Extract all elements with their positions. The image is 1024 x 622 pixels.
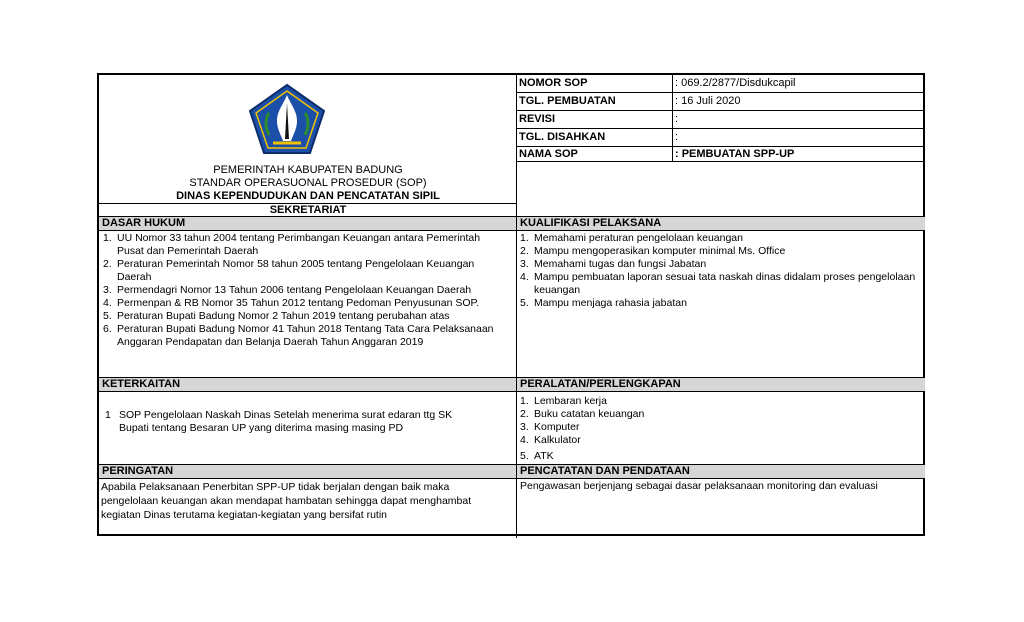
list-item: 2. Mampu mengoperasikan komputer minimal Ms. Office (520, 245, 786, 257)
org-line-1: PEMERINTAH KABUPATEN BADUNG (213, 164, 403, 176)
list-item: 4. Permenpan & RB Nomor 35 Tahun 2012 tentang Pedoman Penyusunan SOP. (103, 297, 480, 309)
list-item: 3. Permendagri Nomor 13 Tahun 2006 tentang Pengelolaan Keuangan Daerah (103, 284, 472, 296)
peralatan-header: PERALATAN/PERLENGKAPAN (517, 378, 925, 391)
section-line (99, 478, 925, 479)
list-item: 1. UU Nomor 33 tahun 2004 tentang Perimbangan Keuangan antara Pemerintah Pusat dan Pemerintah Daerah (103, 232, 481, 257)
list-item: 4. Mampu pembuatan laporan sesuai tata naskah dinas didalam proses pengelolaan keuangan (520, 271, 916, 296)
pencatatan-text: Pengawasan berjenjang sebagai dasar pelaksanaan monitoring dan evaluasi (520, 480, 878, 492)
list-item: 3. Memahami tugas dan fungsi Jabatan (520, 258, 707, 270)
meta-row-line (516, 110, 925, 111)
org-line-2: STANDAR OPERASUONAL PROSEDUR (SOP) (189, 177, 427, 189)
meta-label-revisi: REVISI (519, 113, 556, 125)
section-line (99, 391, 925, 392)
meta-row-line (516, 128, 925, 129)
kualifikasi-list (520, 232, 920, 310)
org-line-3: DINAS KEPENDUDUKAN DAN PENCATATAN SIPIL (176, 190, 440, 202)
meta-label-tgl-pembuatan: TGL. PEMBUATAN (519, 95, 616, 107)
org-line-4: SEKRETARIAT (269, 204, 347, 216)
meta-value-tgl-disahkan: : (675, 131, 679, 143)
kualifikasi-header: KUALIFIKASI PELAKSANA (517, 217, 925, 230)
meta-value-revisi: : (675, 113, 679, 125)
pencatatan-header: PENCATATAN DAN PENDATAAN (517, 465, 925, 478)
meta-divider (672, 75, 673, 161)
list-item: 3. Komputer (520, 421, 580, 433)
list-item: 2. Peraturan Pemerintah Nomor 58 tahun 2005 tentang Pengelolaan Keuangan Daerah (103, 258, 475, 283)
sop-document (97, 73, 925, 536)
keterkaitan-header: KETERKAITAN (99, 378, 516, 391)
dasar-hukum-list (103, 232, 509, 349)
list-item: 5. Mampu menjaga rahasia jabatan (520, 297, 687, 309)
peringatan-text: Apabila Pelaksanaan Penerbitan SPP-UP tidak berjalan dengan baik maka pengelolaan keuangan akan mendapat hambatan sehingga dapat menghambat kegiatan Dinas terutama kegiatan-kegiatan yang bersifat rutin (101, 481, 472, 521)
list-item: 2. Buku catatan keuangan (520, 408, 645, 420)
list-item: 6. Peraturan Bupati Badung Nomor 41 Tahun 2018 Tentang Tata Cara Pelaksanaan Anggaran Pendapatan dan Belanja Daerah Tahun Anggaran 2019 (103, 323, 494, 348)
meta-label-tgl-disahkan: TGL. DISAHKAN (519, 131, 606, 143)
meta-label-nama-sop: NAMA SOP (519, 148, 578, 160)
sekretariat-row-line (99, 203, 516, 204)
meta-row-line (516, 161, 925, 162)
list-item: 1 SOP Pengelolaan Naskah Dinas Setelah menerima surat edaran ttg SK Bupati tentang Besaran UP yang diterima masing masing PD (105, 409, 453, 434)
dasar-hukum-header: DASAR HUKUM (99, 217, 516, 230)
meta-row-line (516, 92, 925, 93)
list-item: 5. Peraturan Bupati Badung Nomor 2 Tahun 2019 tentang perubahan atas (103, 310, 450, 322)
meta-value-nomor-sop: : 069.2/2877/Disdukcapil (675, 77, 796, 89)
meta-label-nomor-sop: NOMOR SOP (519, 77, 588, 89)
badung-regency-logo (247, 83, 327, 155)
section-line (99, 230, 925, 231)
peringatan-header: PERINGATAN (99, 465, 516, 478)
keterkaitan-list (105, 409, 475, 435)
meta-value-tgl-pembuatan: : 16 Juli 2020 (675, 95, 741, 107)
list-item: 1. Memahami peraturan pengelolaan keuangan (520, 232, 743, 244)
list-item: 5. ATK (520, 450, 554, 462)
list-item: 4. Kalkulator (520, 434, 581, 446)
meta-value-nama-sop: : PEMBUATAN SPP-UP (675, 148, 795, 160)
list-item: 1. Lembaran kerja (520, 395, 607, 407)
peralatan-list (520, 395, 920, 463)
